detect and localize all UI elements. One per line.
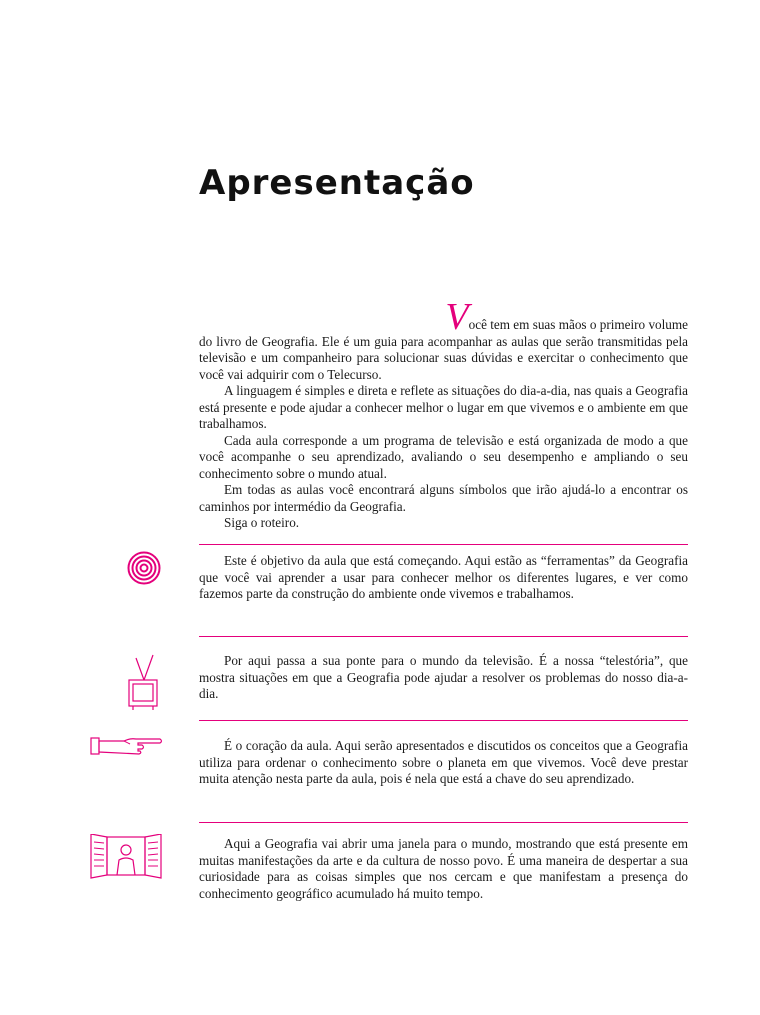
pointing-hand-icon — [90, 735, 164, 757]
section-divider — [199, 544, 688, 545]
television-icon — [126, 654, 162, 712]
section-divider — [199, 822, 688, 823]
symbol-objective — [199, 553, 688, 603]
section-divider — [199, 636, 688, 637]
symbol-window — [199, 836, 688, 902]
intro-first-line: ocê tem em suas mãos o primeiro volume — [468, 317, 688, 332]
intro-paragraph-5: Siga o roteiro. — [224, 515, 300, 530]
symbol-window-text: Aqui a Geografia vai abrir uma janela para o mundo, mostrando que está presente em muitas manifestações da arte e da cultura de nosso povo. É uma maneira de despertar a sua curiosidade para as coisas simples que nos cercam e que manifestam a presença do conhecimento geográfico acumulado há muito tempo. — [199, 836, 688, 901]
intro-rest: do livro de Geografia. Ele é um guia para acompanhar as aulas que serão transmitidas pela televisão e um companheiro para solucionar suas dúvidas e exercitar o conhecimento que você vai adquirir com o Telecurso. — [199, 333, 688, 382]
intro-paragraph-4: Em todas as aulas você encontrará alguns símbolos que irão ajudá-lo a encontrar os caminhos por intermédio da Geografia. — [199, 482, 688, 514]
intro-paragraph-2: A linguagem é simples e direta e reflete as situações do dia-a-dia, nas quais a Geografia está presente e pode ajudar a conhecer melhor o lugar em que vivemos e o ambiente em que trabalhamos. — [199, 383, 688, 431]
symbol-television-text: Por aqui passa a sua ponte para o mundo da televisão. É a nossa “telestória”, que mostra situações em que a Geografia pode ajudar a resolver os problemas do nosso dia-a-dia. — [199, 653, 688, 701]
symbol-core-text: É o coração da aula. Aqui serão apresentados e discutidos os conceitos que a Geografia utiliza para ordenar o conhecimento sobre o planeta em que vivemos. Você deve prestar muita atenção nesta parte da aula, pois é nela que está a chave do seu aprendizado. — [199, 738, 688, 786]
symbol-objective-text: Este é objetivo da aula que está começando. Aqui estão as “ferramentas” da Geografia que você vai aprender a usar para conhecer melhor os diferentes lugares, e ver como fazemos parte da construção do ambiente onde vivemos e trabalhamos. — [199, 553, 688, 601]
intro-lead-line — [199, 296, 688, 338]
open-window-icon — [89, 834, 163, 880]
page-title: Apresentação — [199, 163, 475, 203]
intro-section — [199, 296, 688, 532]
target-icon — [127, 551, 161, 585]
intro-paragraph-3: Cada aula corresponde a um programa de televisão e está organizada de modo a que você acompanhe o seu aprendizado, avaliando o seu desempenho e ampliando o seu conhecimento sobre o mundo atual. — [199, 432, 688, 481]
symbol-television — [199, 653, 688, 703]
drop-cap: V — [445, 296, 469, 338]
section-divider — [199, 720, 688, 721]
symbol-core — [199, 738, 688, 788]
intro-paragraph — [199, 296, 688, 383]
